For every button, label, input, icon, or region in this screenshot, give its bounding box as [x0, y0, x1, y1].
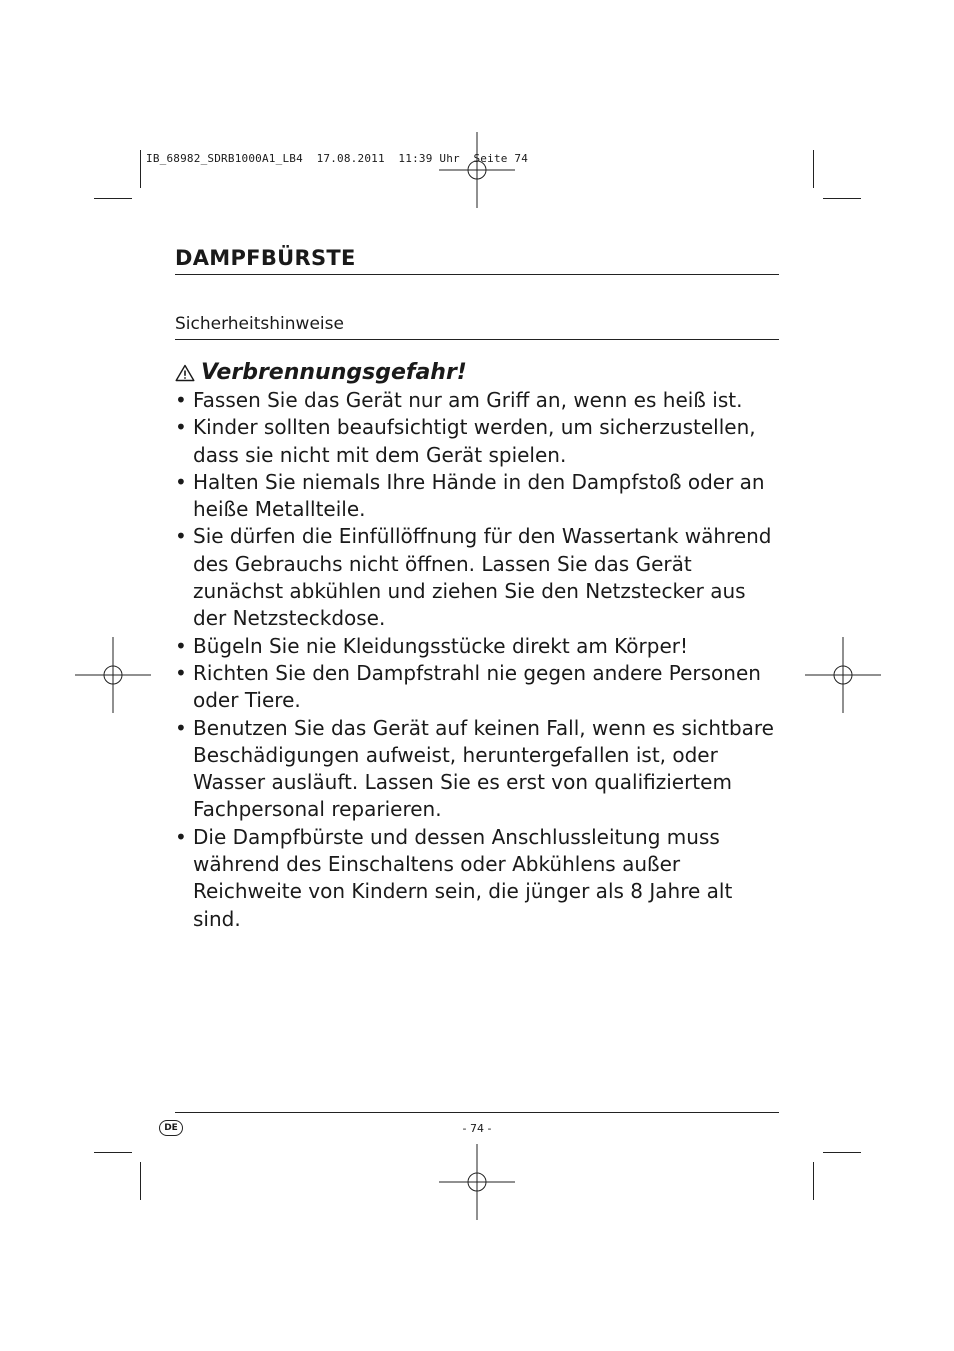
title-rule	[175, 274, 779, 275]
crop-mark	[140, 1162, 141, 1200]
language-badge: DE	[159, 1120, 183, 1136]
crop-mark	[823, 1152, 861, 1153]
list-item: • Halten Sie niemals Ihre Hände in den Dampfstoß oder an heiße Metallteile.	[175, 469, 785, 524]
registration-mark-icon	[805, 637, 881, 713]
crop-mark	[94, 1152, 132, 1153]
crop-mark	[823, 198, 861, 199]
print-slug: IB_68982_SDRB1000A1_LB4 17.08.2011 11:39 Uhr Seite 74	[146, 152, 529, 165]
list-item: • Kinder sollten beaufsichtigt werden, um sicherzustellen, dass sie nicht mit dem Gerät spielen.	[175, 414, 785, 469]
warning-triangle-icon	[175, 364, 195, 382]
safety-instructions-list	[175, 387, 785, 933]
warning-text: Verbrennungsgefahr!	[201, 360, 467, 385]
warning-heading	[175, 360, 467, 385]
registration-mark-icon	[439, 132, 515, 208]
list-item: • Bügeln Sie nie Kleidungsstücke direkt am Körper!	[175, 633, 785, 660]
page-title: DAMPFBÜRSTE	[175, 246, 356, 270]
list-item: • Die Dampfbürste und dessen Anschlussleitung muss während des Einschaltens oder Abkühlens außer Reichweite von Kindern sein, die jünger als 8 Jahre alt sind.	[175, 824, 785, 933]
list-item: • Benutzen Sie das Gerät auf keinen Fall, wenn es sichtbare Beschädigungen aufweist, heruntergefallen ist, oder Wasser ausläuft. Lassen Sie es erst von qualifiziertem Fachpersonal reparieren.	[175, 715, 785, 824]
list-item: • Sie dürfen die Einfüllöffnung für den Wassertank während des Gebrauchs nicht öffnen. Lassen Sie das Gerät zunächst abkühlen und ziehen Sie den Netzstecker aus der Netzsteckdose.	[175, 523, 785, 632]
crop-mark	[94, 198, 132, 199]
crop-mark	[813, 1162, 814, 1200]
list-item: • Richten Sie den Dampfstrahl nie gegen andere Personen oder Tiere.	[175, 660, 785, 715]
registration-mark-icon	[75, 637, 151, 713]
page-number: - 74 -	[462, 1122, 492, 1135]
crop-mark	[140, 150, 141, 188]
footer-rule	[175, 1112, 779, 1113]
crop-mark	[813, 150, 814, 188]
section-subtitle: Sicherheitshinweise	[175, 314, 344, 334]
registration-mark-icon	[439, 1144, 515, 1220]
list-item: • Fassen Sie das Gerät nur am Griff an, wenn es heiß ist.	[175, 387, 785, 414]
subtitle-rule	[175, 339, 779, 340]
